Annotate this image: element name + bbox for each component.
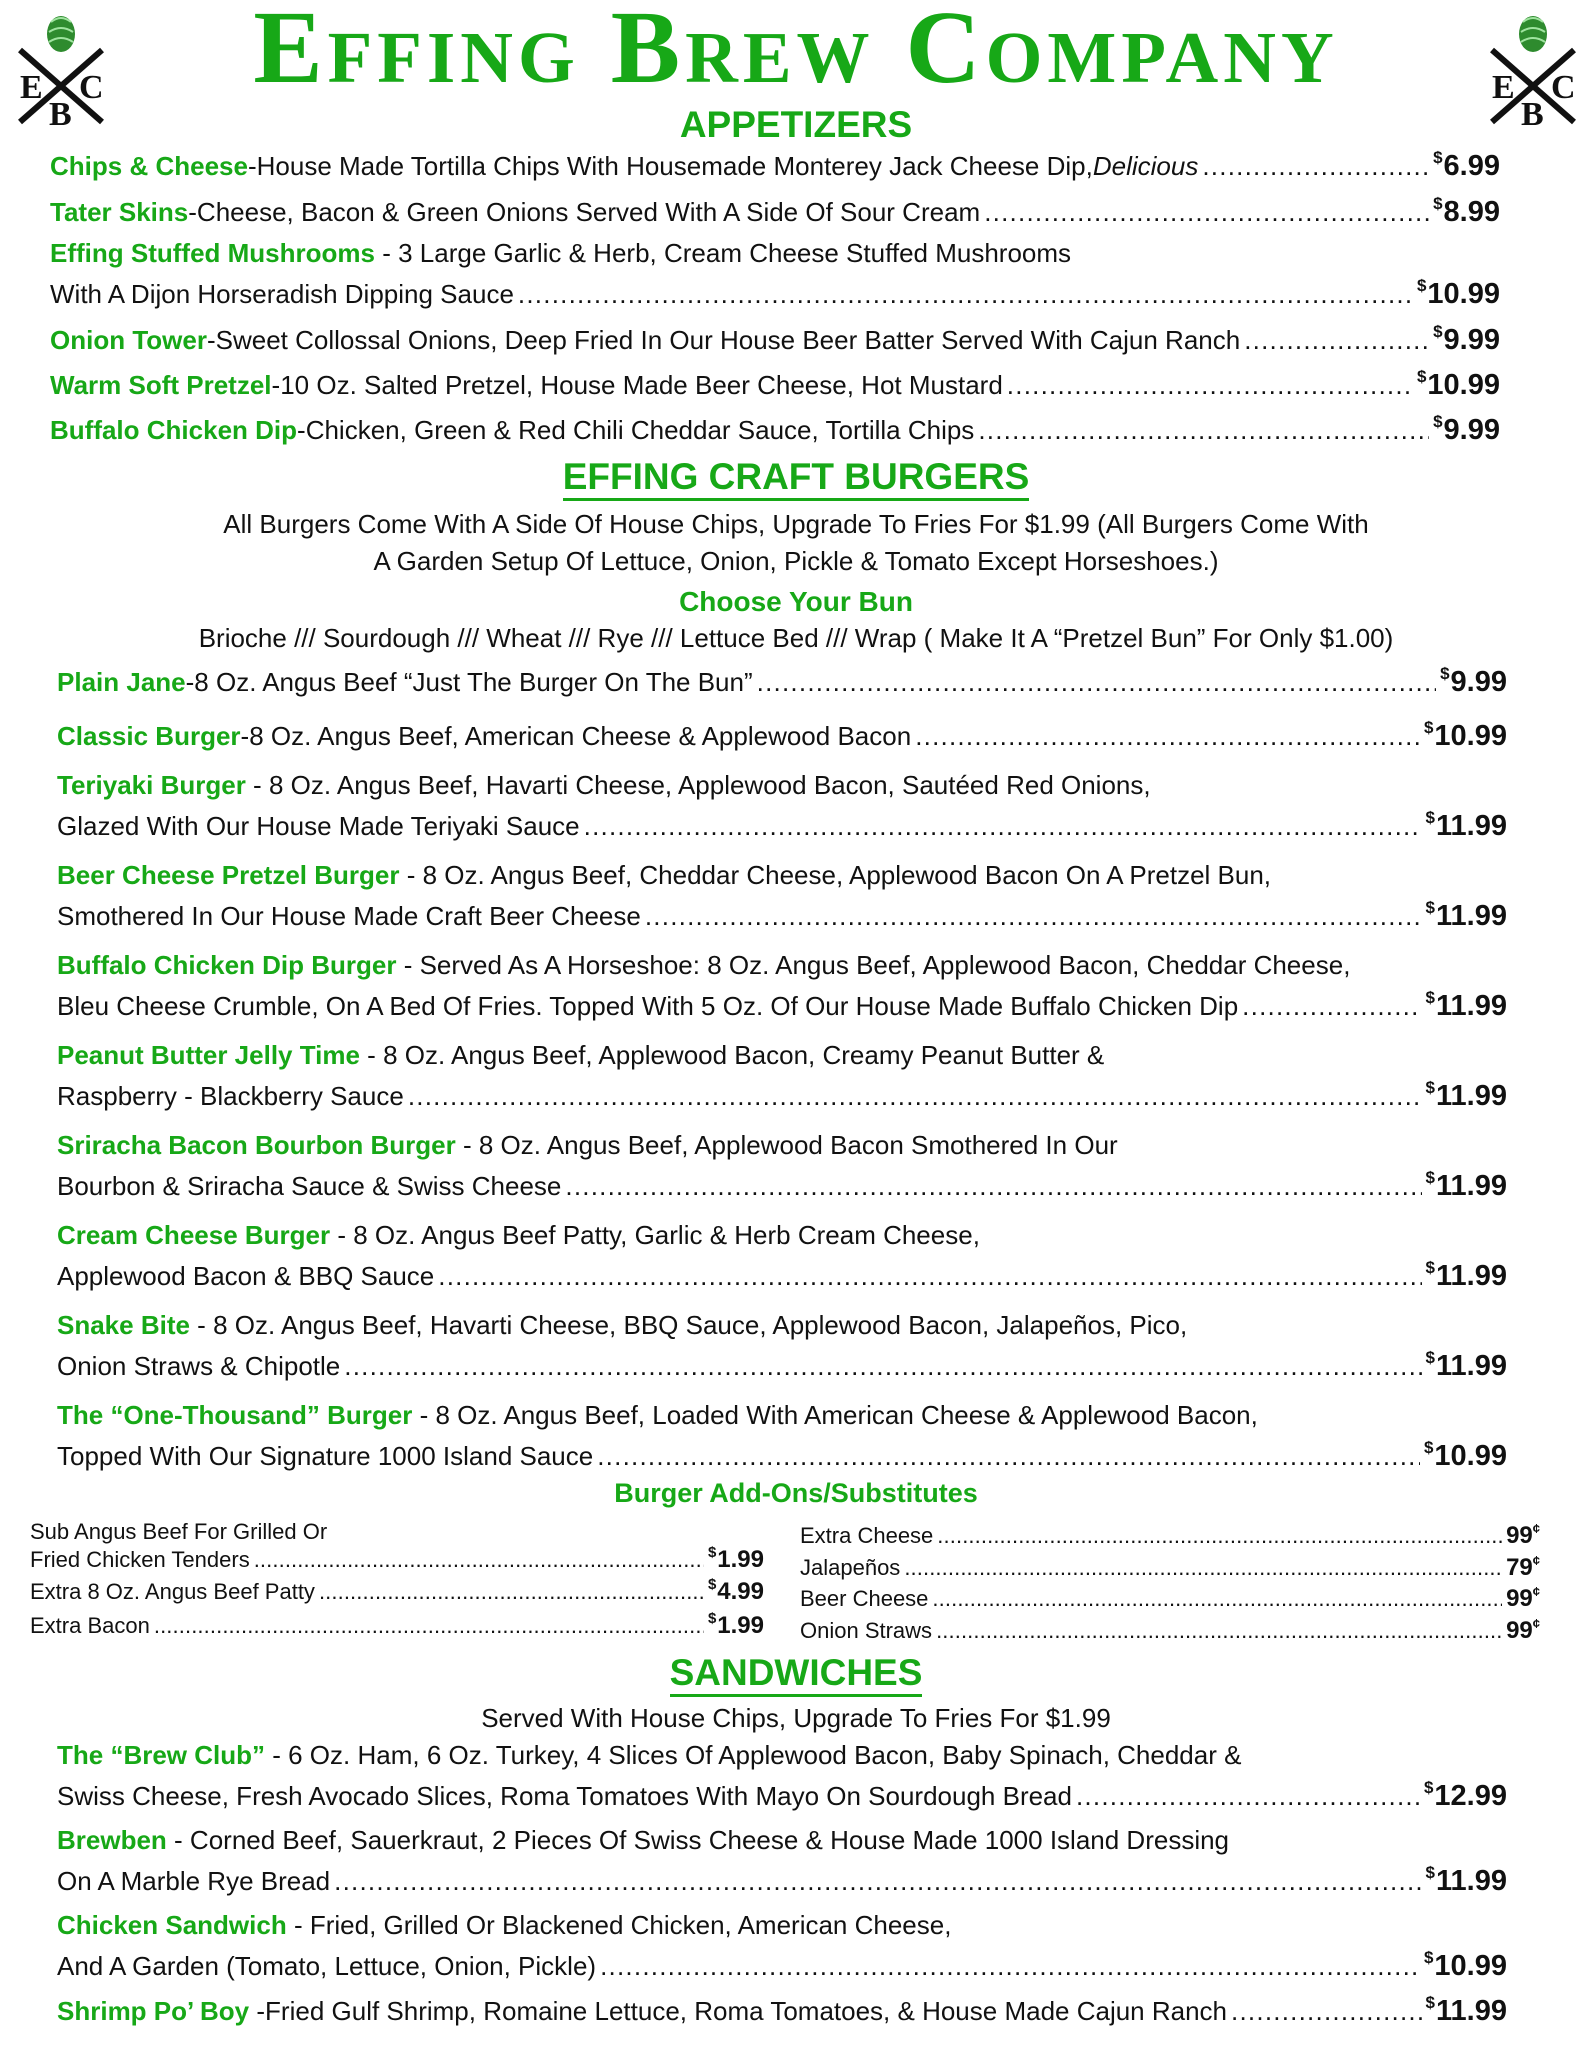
- addon-label: Extra Bacon: [30, 1613, 150, 1638]
- item-desc: With A Dijon Horseradish Dipping Sauce: [50, 279, 514, 309]
- menu-item: Plain Jane - 8 Oz. Angus Beef “Just The Burger On The Bun” . . . $9.99: [57, 668, 1507, 697]
- item-desc: 8 Oz. Angus Beef, Loaded With American Cheese & Applewood Bacon,: [435, 1400, 1258, 1430]
- addon-label: Fried Chicken Tenders: [30, 1547, 250, 1572]
- burgers-note-2: A Garden Setup Of Lettuce, Onion, Pickle & Tomato Except Horseshoes.): [373, 546, 1219, 576]
- menu-item-cont: [57, 1348, 1507, 1382]
- logo-letter-e: E: [20, 69, 43, 106]
- item-desc: 8 Oz. Angus Beef, Applewood Bacon, Creamy Peanut Butter &: [383, 1040, 1105, 1070]
- item-name: Tater Skins: [50, 197, 189, 227]
- bun-heading: Choose Your Bun: [679, 586, 913, 617]
- menu-item: Teriyaki Burger - 8 Oz. Angus Beef, Havarti Cheese, Applewood Bacon, Sautéed Red Onions,: [57, 770, 1151, 800]
- item-price: $11.99: [1425, 1168, 1507, 1202]
- item-price: $10.99: [1416, 276, 1500, 310]
- item-name: Chicken Sandwich: [57, 1910, 287, 1940]
- item-name: Buffalo Chicken Dip Burger: [57, 950, 397, 980]
- addon-item-cont: [30, 1544, 764, 1573]
- page-title: Effing Brew Company: [253, 0, 1339, 105]
- item-price: $11.99: [1425, 1078, 1507, 1112]
- item-desc: 8 Oz. Angus Beef Patty, Garlic & Herb Cream Cheese,: [353, 1220, 980, 1250]
- item-name: Warm Soft Pretzel: [50, 370, 272, 400]
- item-name: Snake Bite: [57, 1310, 190, 1340]
- item-price: $6.99: [1433, 148, 1500, 182]
- item-desc: Glazed With Our House Made Teriyaki Sauce: [57, 811, 580, 841]
- item-name: Effing Stuffed Mushrooms: [50, 238, 375, 268]
- item-desc: Sweet Collossal Onions, Deep Fried In Our House Beer Batter Served With Cajun Ranch: [215, 325, 1241, 355]
- item-price: $10.99: [1423, 1948, 1507, 1982]
- item-price: $10.99: [1423, 1438, 1507, 1472]
- item-desc: 3 Large Garlic & Herb, Cream Cheese Stuffed Mushrooms: [398, 238, 1072, 268]
- menu-item: Brewben - Corned Beef, Sauerkraut, 2 Pieces Of Swiss Cheese & House Made 1000 Island Dressing: [57, 1825, 1230, 1855]
- menu-item-cont: [57, 898, 1507, 932]
- item-desc: 8 Oz. Angus Beef, Applewood Bacon Smothered In Our: [478, 1130, 1118, 1160]
- item-desc-italic: Delicious: [1092, 151, 1199, 181]
- menu-item: Effing Stuffed Mushrooms - 3 Large Garlic & Herb, Cream Cheese Stuffed Mushrooms: [50, 238, 1072, 268]
- item-price: $11.99: [1425, 988, 1507, 1022]
- menu-item: Shrimp Po’ Boy - Fried Gulf Shrimp, Romaine Lettuce, Roma Tomatoes, & House Made Cajun Ranch . . . $11.99: [57, 1997, 1507, 2026]
- sandwiches-heading: SANDWICHES: [0, 1654, 1592, 1691]
- menu-item-cont: [57, 1438, 1507, 1472]
- addon-item: [30, 1610, 764, 1639]
- menu-item-cont: [57, 1863, 1507, 1897]
- menu-item-cont: [57, 1078, 1507, 1112]
- item-name: Cream Cheese Burger: [57, 1220, 331, 1250]
- item-desc: Fried Gulf Shrimp, Romaine Lettuce, Roma Tomatoes, & House Made Cajun Ranch: [265, 1996, 1228, 2026]
- logo-letter-b: B: [1521, 96, 1544, 125]
- item-name: Shrimp Po’ Boy: [57, 1996, 250, 2026]
- item-desc: Bleu Cheese Crumble, On A Bed Of Fries. Topped With 5 Oz. Of Our House Made Buffalo Chicken Dip: [57, 991, 1239, 1021]
- item-desc: 6 Oz. Ham, 6 Oz. Turkey, 4 Slices Of Applewood Bacon, Baby Spinach, Cheddar &: [288, 1740, 1242, 1770]
- item-desc: Chicken, Green & Red Chili Cheddar Sauce, Tortilla Chips: [305, 415, 975, 445]
- menu-item: Snake Bite - 8 Oz. Angus Beef, Havarti Cheese, BBQ Sauce, Applewood Bacon, Jalapeños, Pico,: [57, 1310, 1188, 1340]
- menu-item-cont: [50, 276, 1500, 310]
- item-desc: 8 Oz. Angus Beef, Havarti Cheese, Applewood Bacon, Sautéed Red Onions,: [268, 770, 1151, 800]
- menu-item: Peanut Butter Jelly Time - 8 Oz. Angus Beef, Applewood Bacon, Creamy Peanut Butter &: [57, 1040, 1105, 1070]
- item-price: $11.99: [1425, 898, 1507, 932]
- item-desc: 8 Oz. Angus Beef, Cheddar Cheese, Applewood Bacon On A Pretzel Bun,: [422, 860, 1272, 890]
- menu-item: Sriracha Bacon Bourbon Burger - 8 Oz. Angus Beef, Applewood Bacon Smothered In Our: [57, 1130, 1118, 1160]
- menu-item: The “Brew Club” - 6 Oz. Ham, 6 Oz. Turkey, 4 Slices Of Applewood Bacon, Baby Spinach, Cheddar &: [57, 1740, 1242, 1770]
- menu-item-cont: [57, 1168, 1507, 1202]
- logo-letter-e: E: [1492, 69, 1515, 106]
- menu-item: Cream Cheese Burger - 8 Oz. Angus Beef Patty, Garlic & Herb Cream Cheese,: [57, 1220, 980, 1250]
- addon-item: [800, 1616, 1540, 1644]
- item-price: $9.99: [1433, 412, 1500, 446]
- addons-heading: Burger Add-Ons/Substitutes: [614, 1478, 978, 1508]
- logo-letter-c: C: [79, 69, 104, 106]
- item-desc: 8 Oz. Angus Beef, American Cheese & Applewood Bacon: [249, 721, 912, 751]
- addon-item: [800, 1584, 1540, 1612]
- burgers-note-1: All Burgers Come With A Side Of House Chips, Upgrade To Fries For $1.99 (All Burgers Come With: [223, 509, 1369, 539]
- addon-item: [30, 1576, 764, 1605]
- addon-price: $4.99: [707, 1576, 764, 1605]
- item-desc: Smothered In Our House Made Craft Beer Cheese: [57, 901, 641, 931]
- addon-item: [800, 1521, 1540, 1549]
- burgers-heading: EFFING CRAFT BURGERS: [0, 458, 1592, 495]
- item-desc: And A Garden (Tomato, Lettuce, Onion, Pickle): [57, 1951, 597, 1981]
- item-desc: 8 Oz. Angus Beef, Havarti Cheese, BBQ Sauce, Applewood Bacon, Jalapeños, Pico,: [213, 1310, 1188, 1340]
- item-price: $9.99: [1440, 664, 1507, 698]
- item-name: Teriyaki Burger: [57, 770, 246, 800]
- addon-price: 99¢: [1506, 1584, 1540, 1612]
- item-desc: 10 Oz. Salted Pretzel, House Made Beer Cheese, Hot Mustard: [280, 370, 1003, 400]
- bun-options: Brioche /// Sourdough /// Wheat /// Rye /// Lettuce Bed /// Wrap ( Make It A “Pretzel Bun” For Only $1.00): [198, 623, 1394, 653]
- logo-letter-c: C: [1551, 69, 1576, 106]
- item-price: $11.99: [1425, 1348, 1507, 1382]
- item-desc: Corned Beef, Sauerkraut, 2 Pieces Of Swiss Cheese & House Made 1000 Island Dressing: [189, 1825, 1230, 1855]
- menu-item: Chicken Sandwich - Fried, Grilled Or Blackened Chicken, American Cheese,: [57, 1910, 952, 1940]
- item-price: $12.99: [1423, 1778, 1507, 1812]
- item-desc: Bourbon & Sriracha Sauce & Swiss Cheese: [57, 1171, 562, 1201]
- item-name: The “Brew Club”: [57, 1740, 266, 1770]
- item-desc: Fried, Grilled Or Blackened Chicken, American Cheese,: [309, 1910, 952, 1940]
- addon-price: 99¢: [1506, 1616, 1540, 1644]
- item-price: $11.99: [1425, 1258, 1507, 1292]
- item-name: Buffalo Chicken Dip: [50, 415, 298, 445]
- menu-item-cont: [57, 808, 1507, 842]
- menu-item: Beer Cheese Pretzel Burger - 8 Oz. Angus Beef, Cheddar Cheese, Applewood Bacon On A Pretzel Bun,: [57, 860, 1272, 890]
- addon-label: Onion Straws: [800, 1618, 933, 1643]
- addon-item: [800, 1553, 1540, 1581]
- item-desc: House Made Tortilla Chips With Housemade Monterey Jack Cheese Dip,: [256, 151, 1093, 181]
- item-name: Chips & Cheese: [50, 151, 248, 181]
- menu-item: Onion Tower - Sweet Collossal Onions, Deep Fried In Our House Beer Batter Served With Cajun Ranch . . . $9.99: [50, 326, 1500, 355]
- menu-item: The “One-Thousand” Burger - 8 Oz. Angus Beef, Loaded With American Cheese & Applewood Bacon,: [57, 1400, 1258, 1430]
- menu-item-cont: [57, 1258, 1507, 1292]
- addon-label: Beer Cheese: [800, 1586, 929, 1611]
- item-price: $9.99: [1433, 322, 1500, 356]
- item-name: The “One-Thousand” Burger: [57, 1400, 413, 1430]
- item-name: Sriracha Bacon Bourbon Burger: [57, 1130, 456, 1160]
- item-name: Brewben: [57, 1825, 167, 1855]
- appetizers-heading: APPETIZERS: [679, 104, 913, 145]
- menu-item: Buffalo Chicken Dip - Chicken, Green & Red Chili Cheddar Sauce, Tortilla Chips . . . $9.99: [50, 416, 1500, 445]
- logo-letter-b: B: [49, 96, 72, 125]
- addon-label: Extra 8 Oz. Angus Beef Patty: [30, 1579, 315, 1604]
- addon-label: Extra Cheese: [800, 1523, 934, 1548]
- addon-price: 99¢: [1506, 1521, 1540, 1549]
- addon-price: $1.99: [707, 1544, 764, 1573]
- menu-item-cont: [57, 1948, 1507, 1982]
- item-desc: Served As A Horseshoe: 8 Oz. Angus Beef, Applewood Bacon, Cheddar Cheese,: [419, 950, 1351, 980]
- menu-item: Classic Burger - 8 Oz. Angus Beef, American Cheese & Applewood Bacon . . . $10.99: [57, 722, 1507, 751]
- sandwiches-note: Served With House Chips, Upgrade To Fries For $1.99: [481, 1703, 1111, 1733]
- item-desc: Raspberry - Blackberry Sauce: [57, 1081, 404, 1111]
- item-price: $8.99: [1433, 194, 1500, 228]
- item-name: Onion Tower: [50, 325, 207, 355]
- item-desc: On A Marble Rye Bread: [57, 1866, 331, 1896]
- item-price: $10.99: [1423, 718, 1507, 752]
- menu-item: Buffalo Chicken Dip Burger - Served As A Horseshoe: 8 Oz. Angus Beef, Applewood Bacon, Cheddar Cheese,: [57, 950, 1351, 980]
- menu-item: Tater Skins - Cheese, Bacon & Green Onions Served With A Side Of Sour Cream . . . $8.99: [50, 198, 1500, 227]
- menu-item: Warm Soft Pretzel - 10 Oz. Salted Pretzel, House Made Beer Cheese, Hot Mustard . . . $10.99: [50, 371, 1500, 400]
- item-price: $11.99: [1425, 1863, 1507, 1897]
- addon-price: 79¢: [1506, 1553, 1540, 1581]
- item-price: $10.99: [1416, 367, 1500, 401]
- addon-price: $1.99: [707, 1610, 764, 1639]
- addon-label: Jalapeños: [800, 1555, 901, 1580]
- item-name: Peanut Butter Jelly Time: [57, 1040, 360, 1070]
- addon-item: Sub Angus Beef For Grilled Or: [30, 1519, 328, 1544]
- menu-item-cont: [57, 1778, 1507, 1812]
- menu-item-cont: [57, 988, 1507, 1022]
- item-desc: 8 Oz. Angus Beef “Just The Burger On The Bun”: [194, 667, 753, 697]
- item-price: $11.99: [1425, 1993, 1507, 2027]
- item-desc: Onion Straws & Chipotle: [57, 1351, 341, 1381]
- item-desc: Topped With Our Signature 1000 Island Sauce: [57, 1441, 594, 1471]
- item-desc: Applewood Bacon & BBQ Sauce: [57, 1261, 435, 1291]
- item-name: Classic Burger: [57, 721, 241, 751]
- item-name: Beer Cheese Pretzel Burger: [57, 860, 400, 890]
- item-price: $11.99: [1425, 808, 1507, 842]
- item-desc: Cheese, Bacon & Green Onions Served With A Side Of Sour Cream: [196, 197, 981, 227]
- item-name: Plain Jane: [57, 667, 186, 697]
- item-desc: Swiss Cheese, Fresh Avocado Slices, Roma Tomatoes With Mayo On Sourdough Bread: [57, 1781, 1072, 1811]
- menu-item: Chips & Cheese - House Made Tortilla Chips With Housemade Monterey Jack Cheese Dip, Delicious . . . $6.99: [50, 152, 1500, 181]
